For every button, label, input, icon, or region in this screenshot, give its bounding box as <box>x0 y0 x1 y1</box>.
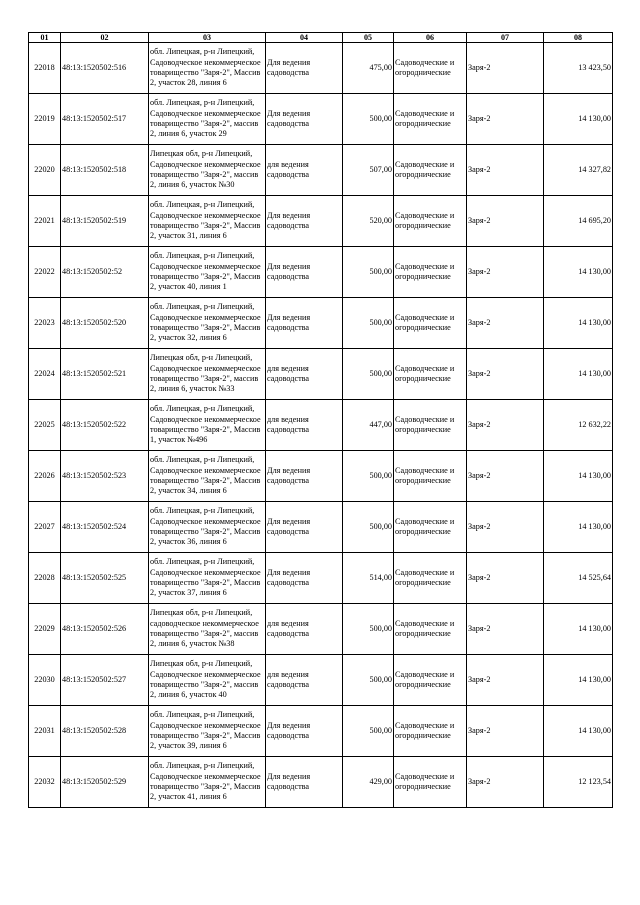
table-row <box>29 502 613 553</box>
address-text: обл. Липецкая, р-н Липецкий, Садоводческое некоммерческое товарищество "Заря-2", Массив 2, участок 34, линия 6 <box>150 455 261 496</box>
cadastral-cost-cell: 13 423,50 <box>544 43 613 94</box>
address-cell <box>149 349 266 400</box>
permitted-use-cell: Для ведения садоводства <box>266 298 343 349</box>
settlement-name-cell: Заря-2 <box>467 502 544 553</box>
address-cell <box>149 655 266 706</box>
permitted-use-cell: для ведения садоводства <box>266 145 343 196</box>
table-row <box>29 145 613 196</box>
cadastral-number-cell: 48:13:1520502:525 <box>61 553 149 604</box>
cadastral-number-cell: 48:13:1520502:52 <box>61 247 149 298</box>
cadastral-cost-cell: 14 130,00 <box>544 349 613 400</box>
address-text: Липецкая обл, р-н Липецкий, Садоводческое некоммерческое товарищество "Заря-2", массив 2, линия 6, участок 40 <box>150 659 261 700</box>
address-cell <box>149 298 266 349</box>
settlement-name-cell: Заря-2 <box>467 655 544 706</box>
row-number-cell: 22024 <box>29 349 61 400</box>
row-number-cell: 22020 <box>29 145 61 196</box>
address-text: Липецкая обл, р-н Липецкий, садоводческое некоммерческое товарищество "Заря-2", массив 2, линия 6, участок №38 <box>150 608 259 649</box>
table-row <box>29 655 613 706</box>
area-cell: 500,00 <box>343 349 394 400</box>
area-cell: 500,00 <box>343 655 394 706</box>
column-header-03: 03 <box>149 33 266 43</box>
address-cell <box>149 94 266 145</box>
column-header-01: 01 <box>29 33 61 43</box>
address-text: обл. Липецкая, р-н Липецкий, Садоводческое некоммерческое товарищество "Заря-2", Массив 2, участок 37, линия 6 <box>150 557 261 598</box>
area-cell: 447,00 <box>343 400 394 451</box>
cadastral-number-cell: 48:13:1520502:522 <box>61 400 149 451</box>
permitted-use-cell: Для ведения садоводства <box>266 553 343 604</box>
cadastral-number-cell: 48:13:1520502:518 <box>61 145 149 196</box>
address-cell <box>149 196 266 247</box>
cadastral-cost-cell: 14 130,00 <box>544 604 613 655</box>
area-cell: 500,00 <box>343 604 394 655</box>
settlement-name-cell: Заря-2 <box>467 706 544 757</box>
address-text: обл. Липецкая, р-н Липецкий, Садоводческое некоммерческое товарищество "Заря-2", Массив 1, участок №496 <box>150 404 261 445</box>
row-number-cell: 22027 <box>29 502 61 553</box>
permitted-use-cell: Для ведения садоводства <box>266 247 343 298</box>
cadastral-number-cell: 48:13:1520502:529 <box>61 757 149 808</box>
column-header-04: 04 <box>266 33 343 43</box>
cadastral-cost-cell: 14 130,00 <box>544 298 613 349</box>
settlement-name-cell: Заря-2 <box>467 349 544 400</box>
table-row <box>29 553 613 604</box>
cadastral-number-cell: 48:13:1520502:526 <box>61 604 149 655</box>
land-category-cell: Садоводческие и огороднические <box>394 604 467 655</box>
land-category-cell: Садоводческие и огороднические <box>394 298 467 349</box>
address-cell <box>149 451 266 502</box>
land-category-cell: Садоводческие и огороднические <box>394 451 467 502</box>
cadastral-cost-cell: 14 130,00 <box>544 655 613 706</box>
permitted-use-cell: для ведения садоводства <box>266 604 343 655</box>
cadastral-number-cell: 48:13:1520502:527 <box>61 655 149 706</box>
table-row <box>29 757 613 808</box>
settlement-name-cell: Заря-2 <box>467 604 544 655</box>
address-cell <box>149 604 266 655</box>
cadastral-cost-cell: 12 632,22 <box>544 400 613 451</box>
area-cell: 429,00 <box>343 757 394 808</box>
row-number-cell: 22023 <box>29 298 61 349</box>
permitted-use-cell: Для ведения садоводства <box>266 757 343 808</box>
land-category-cell: Садоводческие и огороднические <box>394 655 467 706</box>
cadastral-number-cell: 48:13:1520502:521 <box>61 349 149 400</box>
table-row <box>29 298 613 349</box>
area-cell: 500,00 <box>343 94 394 145</box>
row-number-cell: 22022 <box>29 247 61 298</box>
column-header-06: 06 <box>394 33 467 43</box>
cadastral-cost-cell: 12 123,54 <box>544 757 613 808</box>
cadastral-cost-cell: 14 525,64 <box>544 553 613 604</box>
address-cell <box>149 502 266 553</box>
address-cell <box>149 400 266 451</box>
permitted-use-cell: для ведения садоводства <box>266 349 343 400</box>
table-row <box>29 451 613 502</box>
cadastral-number-cell: 48:13:1520502:523 <box>61 451 149 502</box>
table-row <box>29 247 613 298</box>
table-header <box>29 33 613 43</box>
settlement-name-cell: Заря-2 <box>467 43 544 94</box>
address-text: обл. Липецкая, р-н Липецкий, Садоводческое некоммерческое товарищество "Заря-2", Массив 2, участок 36, линия 6 <box>150 506 261 547</box>
settlement-name-cell: Заря-2 <box>467 196 544 247</box>
row-number-cell: 22031 <box>29 706 61 757</box>
settlement-name-cell: Заря-2 <box>467 298 544 349</box>
cadastral-number-cell: 48:13:1520502:517 <box>61 94 149 145</box>
cadastral-number-cell: 48:13:1520502:520 <box>61 298 149 349</box>
area-cell: 507,00 <box>343 145 394 196</box>
address-cell <box>149 247 266 298</box>
address-text: обл. Липецкая, р-н Липецкий, Садоводческое некоммерческое товарищество "Заря-2", Массив 2, участок 39, линия 6 <box>150 710 261 751</box>
permitted-use-cell: для ведения садоводства <box>266 655 343 706</box>
land-category-cell: Садоводческие и огороднические <box>394 706 467 757</box>
table-row <box>29 43 613 94</box>
table-body <box>29 43 613 808</box>
settlement-name-cell: Заря-2 <box>467 451 544 502</box>
column-header-08: 08 <box>544 33 613 43</box>
row-number-cell: 22025 <box>29 400 61 451</box>
column-header-02: 02 <box>61 33 149 43</box>
area-cell: 500,00 <box>343 247 394 298</box>
address-text: Липецкая обл, р-н Липецкий, Садоводческое некоммерческое товарищество "Заря-2", массив 2, линия 6, участок №30 <box>150 149 261 190</box>
address-text: обл. Липецкая, р-н Липецкий, Садоводческое некоммерческое товарищество "Заря-2", Массив 2, участок 28, линия 6 <box>150 47 261 88</box>
row-number-cell: 22021 <box>29 196 61 247</box>
settlement-name-cell: Заря-2 <box>467 94 544 145</box>
address-text: Липецкая обл, р-н Липецкий, Садоводческое некоммерческое товарищество "Заря-2", массив 2, линия 6, участок №33 <box>150 353 261 394</box>
row-number-cell: 22019 <box>29 94 61 145</box>
table-row <box>29 706 613 757</box>
cadastral-number-cell: 48:13:1520502:516 <box>61 43 149 94</box>
permitted-use-cell: Для ведения садоводства <box>266 502 343 553</box>
land-category-cell: Садоводческие и огороднические <box>394 502 467 553</box>
address-text: обл. Липецкая, р-н Липецкий, Садоводческое некоммерческое товарищество "Заря-2", Массив 2, участок 40, линия 1 <box>150 251 261 292</box>
column-header-07: 07 <box>467 33 544 43</box>
area-cell: 500,00 <box>343 298 394 349</box>
cadastral-number-cell: 48:13:1520502:519 <box>61 196 149 247</box>
address-text: обл. Липецкая, р-н Липецкий, Садоводческое некоммерческое товарищество "Заря-2", массив 2, линия 6, участок 29 <box>150 98 261 139</box>
permitted-use-cell: Для ведения садоводства <box>266 94 343 145</box>
table-row <box>29 604 613 655</box>
land-category-cell: Садоводческие и огороднические <box>394 400 467 451</box>
permitted-use-cell: Для ведения садоводства <box>266 43 343 94</box>
row-number-cell: 22030 <box>29 655 61 706</box>
address-cell <box>149 757 266 808</box>
land-category-cell: Садоводческие и огороднические <box>394 196 467 247</box>
address-text: обл. Липецкая, р-н Липецкий, Садоводческое некоммерческое товарищество "Заря-2", Массив 2, участок 41, линия 6 <box>150 761 261 802</box>
cadastral-cost-cell: 14 130,00 <box>544 247 613 298</box>
address-cell <box>149 553 266 604</box>
address-text: обл. Липецкая, р-н Липецкий, Садоводческое некоммерческое товарищество "Заря-2", Массив 2, участок 32, линия 6 <box>150 302 261 343</box>
address-cell <box>149 706 266 757</box>
address-cell <box>149 43 266 94</box>
permitted-use-cell: Для ведения садоводства <box>266 196 343 247</box>
cadastral-cost-cell: 14 130,00 <box>544 451 613 502</box>
permitted-use-cell: Для ведения садоводства <box>266 451 343 502</box>
table-row <box>29 196 613 247</box>
land-category-cell: Садоводческие и огороднические <box>394 145 467 196</box>
cadastral-cost-cell: 14 695,20 <box>544 196 613 247</box>
area-cell: 500,00 <box>343 451 394 502</box>
area-cell: 514,00 <box>343 553 394 604</box>
row-number-cell: 22018 <box>29 43 61 94</box>
cadastral-cost-cell: 14 130,00 <box>544 94 613 145</box>
row-number-cell: 22029 <box>29 604 61 655</box>
area-cell: 520,00 <box>343 196 394 247</box>
land-category-cell: Садоводческие и огороднические <box>394 94 467 145</box>
area-cell: 500,00 <box>343 502 394 553</box>
table-row <box>29 349 613 400</box>
land-category-cell: Садоводческие и огороднические <box>394 349 467 400</box>
cadastral-number-cell: 48:13:1520502:524 <box>61 502 149 553</box>
settlement-name-cell: Заря-2 <box>467 247 544 298</box>
cadastral-cost-cell: 14 130,00 <box>544 502 613 553</box>
cadastral-cost-cell: 14 327,82 <box>544 145 613 196</box>
address-text: обл. Липецкая, р-н Липецкий, Садоводческое некоммерческое товарищество "Заря-2", Массив 2, участок 31, линия 6 <box>150 200 261 241</box>
settlement-name-cell: Заря-2 <box>467 400 544 451</box>
land-category-cell: Садоводческие и огороднические <box>394 247 467 298</box>
table-row <box>29 94 613 145</box>
permitted-use-cell: для ведения садоводства <box>266 400 343 451</box>
settlement-name-cell: Заря-2 <box>467 145 544 196</box>
row-number-cell: 22032 <box>29 757 61 808</box>
land-category-cell: Садоводческие и огороднические <box>394 553 467 604</box>
address-cell <box>149 145 266 196</box>
cadastral-cost-cell: 14 130,00 <box>544 706 613 757</box>
area-cell: 475,00 <box>343 43 394 94</box>
land-category-cell: Садоводческие и огороднические <box>394 43 467 94</box>
permitted-use-cell: Для ведения садоводства <box>266 706 343 757</box>
settlement-name-cell: Заря-2 <box>467 757 544 808</box>
land-registry-table <box>28 32 613 808</box>
row-number-cell: 22026 <box>29 451 61 502</box>
row-number-cell: 22028 <box>29 553 61 604</box>
cadastral-number-cell: 48:13:1520502:528 <box>61 706 149 757</box>
settlement-name-cell: Заря-2 <box>467 553 544 604</box>
land-category-cell: Садоводческие и огороднические <box>394 757 467 808</box>
table-row <box>29 400 613 451</box>
column-header-05: 05 <box>343 33 394 43</box>
area-cell: 500,00 <box>343 706 394 757</box>
